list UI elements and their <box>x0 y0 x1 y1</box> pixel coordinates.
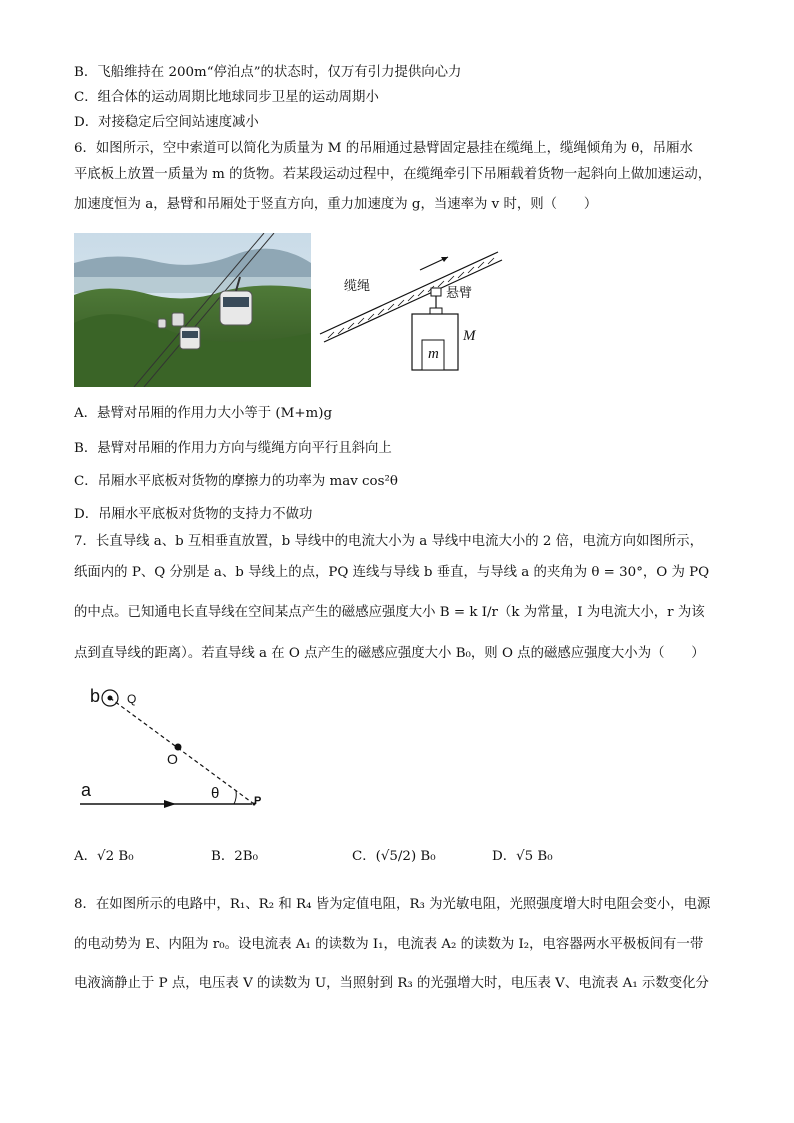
label-point-o: O <box>167 751 178 767</box>
label-mass-m: m <box>428 346 439 362</box>
q6-option-b: B．悬臂对吊厢的作用力方向与缆绳方向平行且斜向上 <box>74 441 392 456</box>
q6-stem-line2: 平底板上放置一质量为 m 的货物。若某段运动过程中，在缆绳牵引下吊厢载着货物一起斜向上做加速运动， <box>74 167 712 182</box>
q7-option-b: B．2B₀ <box>211 849 258 864</box>
q8-stem-line1: 8．在如图所示的电路中，R₁、R₂ 和 R₄ 皆为定值电阻，R₃ 为光敏电阻，光照强度增大时电阻会变小，电源 <box>74 897 711 912</box>
q6-stem-line1: 6．如图所示，空中索道可以简化为质量为 M 的吊厢通过悬臂固定悬挂在缆绳上，缆绳倾角为 θ，吊厢水 <box>74 141 693 156</box>
q7-option-c: C．(√5/2) B₀ <box>352 849 436 864</box>
q8-stem-line2: 的电动势为 E、内阻为 r₀。设电流表 A₁ 的读数为 I₁，电流表 A₂ 的读数为 I₂，电容器两水平极板间有一带 <box>74 937 704 952</box>
cable-car-photo <box>74 233 311 387</box>
q6-stem-line3: 加速度恒为 a，悬臂和吊厢处于竖直方向，重力加速度为 g，当速率为 v 时，则（ ） <box>74 197 598 212</box>
label-wire-b: b <box>90 686 101 706</box>
q6-option-a: A．悬臂对吊厢的作用力大小等于 (M+m)g <box>74 406 333 421</box>
label-arm: 悬臂 <box>446 286 473 301</box>
label-cable: 缆绳 <box>344 279 371 294</box>
label-angle-theta: θ <box>211 785 220 802</box>
q7-stem-line2: 纸面内的 P、Q 分别是 a、b 导线上的点，PQ 连线与导线 b 垂直，与导线 a 的夹角为 θ = 30°，O 为 PQ <box>74 565 710 580</box>
q7-stem-line4: 点到直导线的距离）。若直导线 a 在 O 点产生的磁感应强度大小 B₀，则 O 点的磁感应强度大小为（ ） <box>74 646 705 661</box>
q6-option-d: D．吊厢水平底板对货物的支持力不做功 <box>74 507 313 522</box>
label-point-q: Q <box>127 692 137 706</box>
cable-car-diagram <box>318 240 508 384</box>
q7-stem-line1: 7．长直导线 a、b 互相垂直放置，b 导线中的电流大小为 a 导线中电流大小的 2 倍，电流方向如图所示， <box>74 534 703 549</box>
wire-diagram <box>80 680 280 824</box>
q6-option-c: C．吊厢水平底板对货物的摩擦力的功率为 mav cos²θ <box>74 474 398 489</box>
label-wire-a: a <box>81 780 92 800</box>
q7-option-d: D．√5 B₀ <box>492 849 553 864</box>
q5-option-b: B．飞船维持在 200m“停泊点”的状态时，仅万有引力提供向心力 <box>74 65 462 80</box>
label-point-p: P <box>254 795 262 807</box>
q7-stem-line3: 的中点。已知通电长直导线在空间某点产生的磁感应强度大小 B = k I/r（k 为常量，I 为电流大小，r 为该 <box>74 605 705 620</box>
label-mass-M: M <box>463 328 476 344</box>
q8-stem-line3: 电液滴静止于 P 点，电压表 V 的读数为 U，当照射到 R₃ 的光强增大时，电压表 V、电流表 A₁ 示数变化分 <box>74 976 709 991</box>
q5-option-d: D．对接稳定后空间站速度减小 <box>74 115 259 130</box>
q7-option-a: A．√2 B₀ <box>74 849 134 864</box>
q5-option-c: C．组合体的运动周期比地球同步卫星的运动周期小 <box>74 90 379 105</box>
